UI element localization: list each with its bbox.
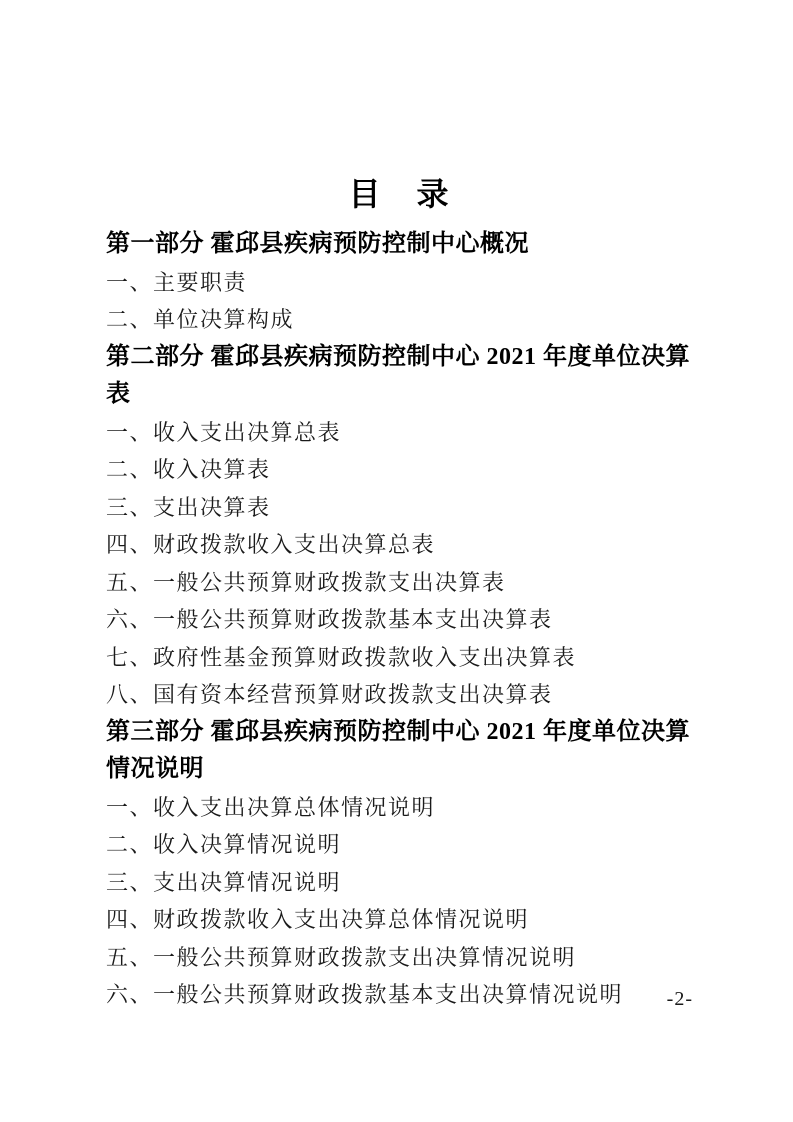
toc-entry: 七、政府性基金预算财政拨款收入支出决算表 <box>106 644 577 670</box>
page-number: -2- <box>666 988 693 1010</box>
section-heading: 第二部分 霍邱县疾病预防控制中心 2021 年度单位决算 <box>106 343 690 370</box>
toc-entry: 六、一般公共预算财政拨款基本支出决算情况说明 <box>106 982 624 1007</box>
section-heading: 第一部分 霍邱县疾病预防控制中心概况 <box>106 231 529 257</box>
toc-entry: 八、国有资本经营预算财政拨款支出决算表 <box>106 682 553 707</box>
toc-entry: 三、支出决算情况说明 <box>106 869 342 895</box>
toc-entry: 二、单位决算构成 <box>106 307 295 332</box>
section-heading: 第三部分 霍邱县疾病预防控制中心 2021 年度单位决算 <box>106 718 690 745</box>
toc-entry: 一、收入支出决算总表 <box>106 419 342 445</box>
toc-entry: 四、财政拨款收入支出决算总体情况说明 <box>106 907 530 932</box>
toc-entry: 四、财政拨款收入支出决算总表 <box>106 532 436 557</box>
toc-entry: 一、收入支出决算总体情况说明 <box>106 794 436 820</box>
toc-entry: 二、收入决算表 <box>106 457 271 482</box>
page-title: 目 录 <box>348 176 451 212</box>
toc-section-2 <box>106 339 693 714</box>
toc-entry: 二、收入决算情况说明 <box>106 832 342 857</box>
toc-section-1 <box>106 226 693 339</box>
section-heading-wrap: 情况说明 <box>106 756 204 782</box>
section-heading-wrap: 表 <box>106 381 131 407</box>
toc-entry: 五、一般公共预算财政拨款支出决算情况说明 <box>106 944 577 970</box>
toc-section-3 <box>106 714 693 1014</box>
toc-entry: 五、一般公共预算财政拨款支出决算表 <box>106 569 506 595</box>
toc-entry: 六、一般公共预算财政拨款基本支出决算表 <box>106 607 553 632</box>
toc-entry: 一、主要职责 <box>106 269 248 295</box>
toc-entry: 三、支出决算表 <box>106 494 271 520</box>
